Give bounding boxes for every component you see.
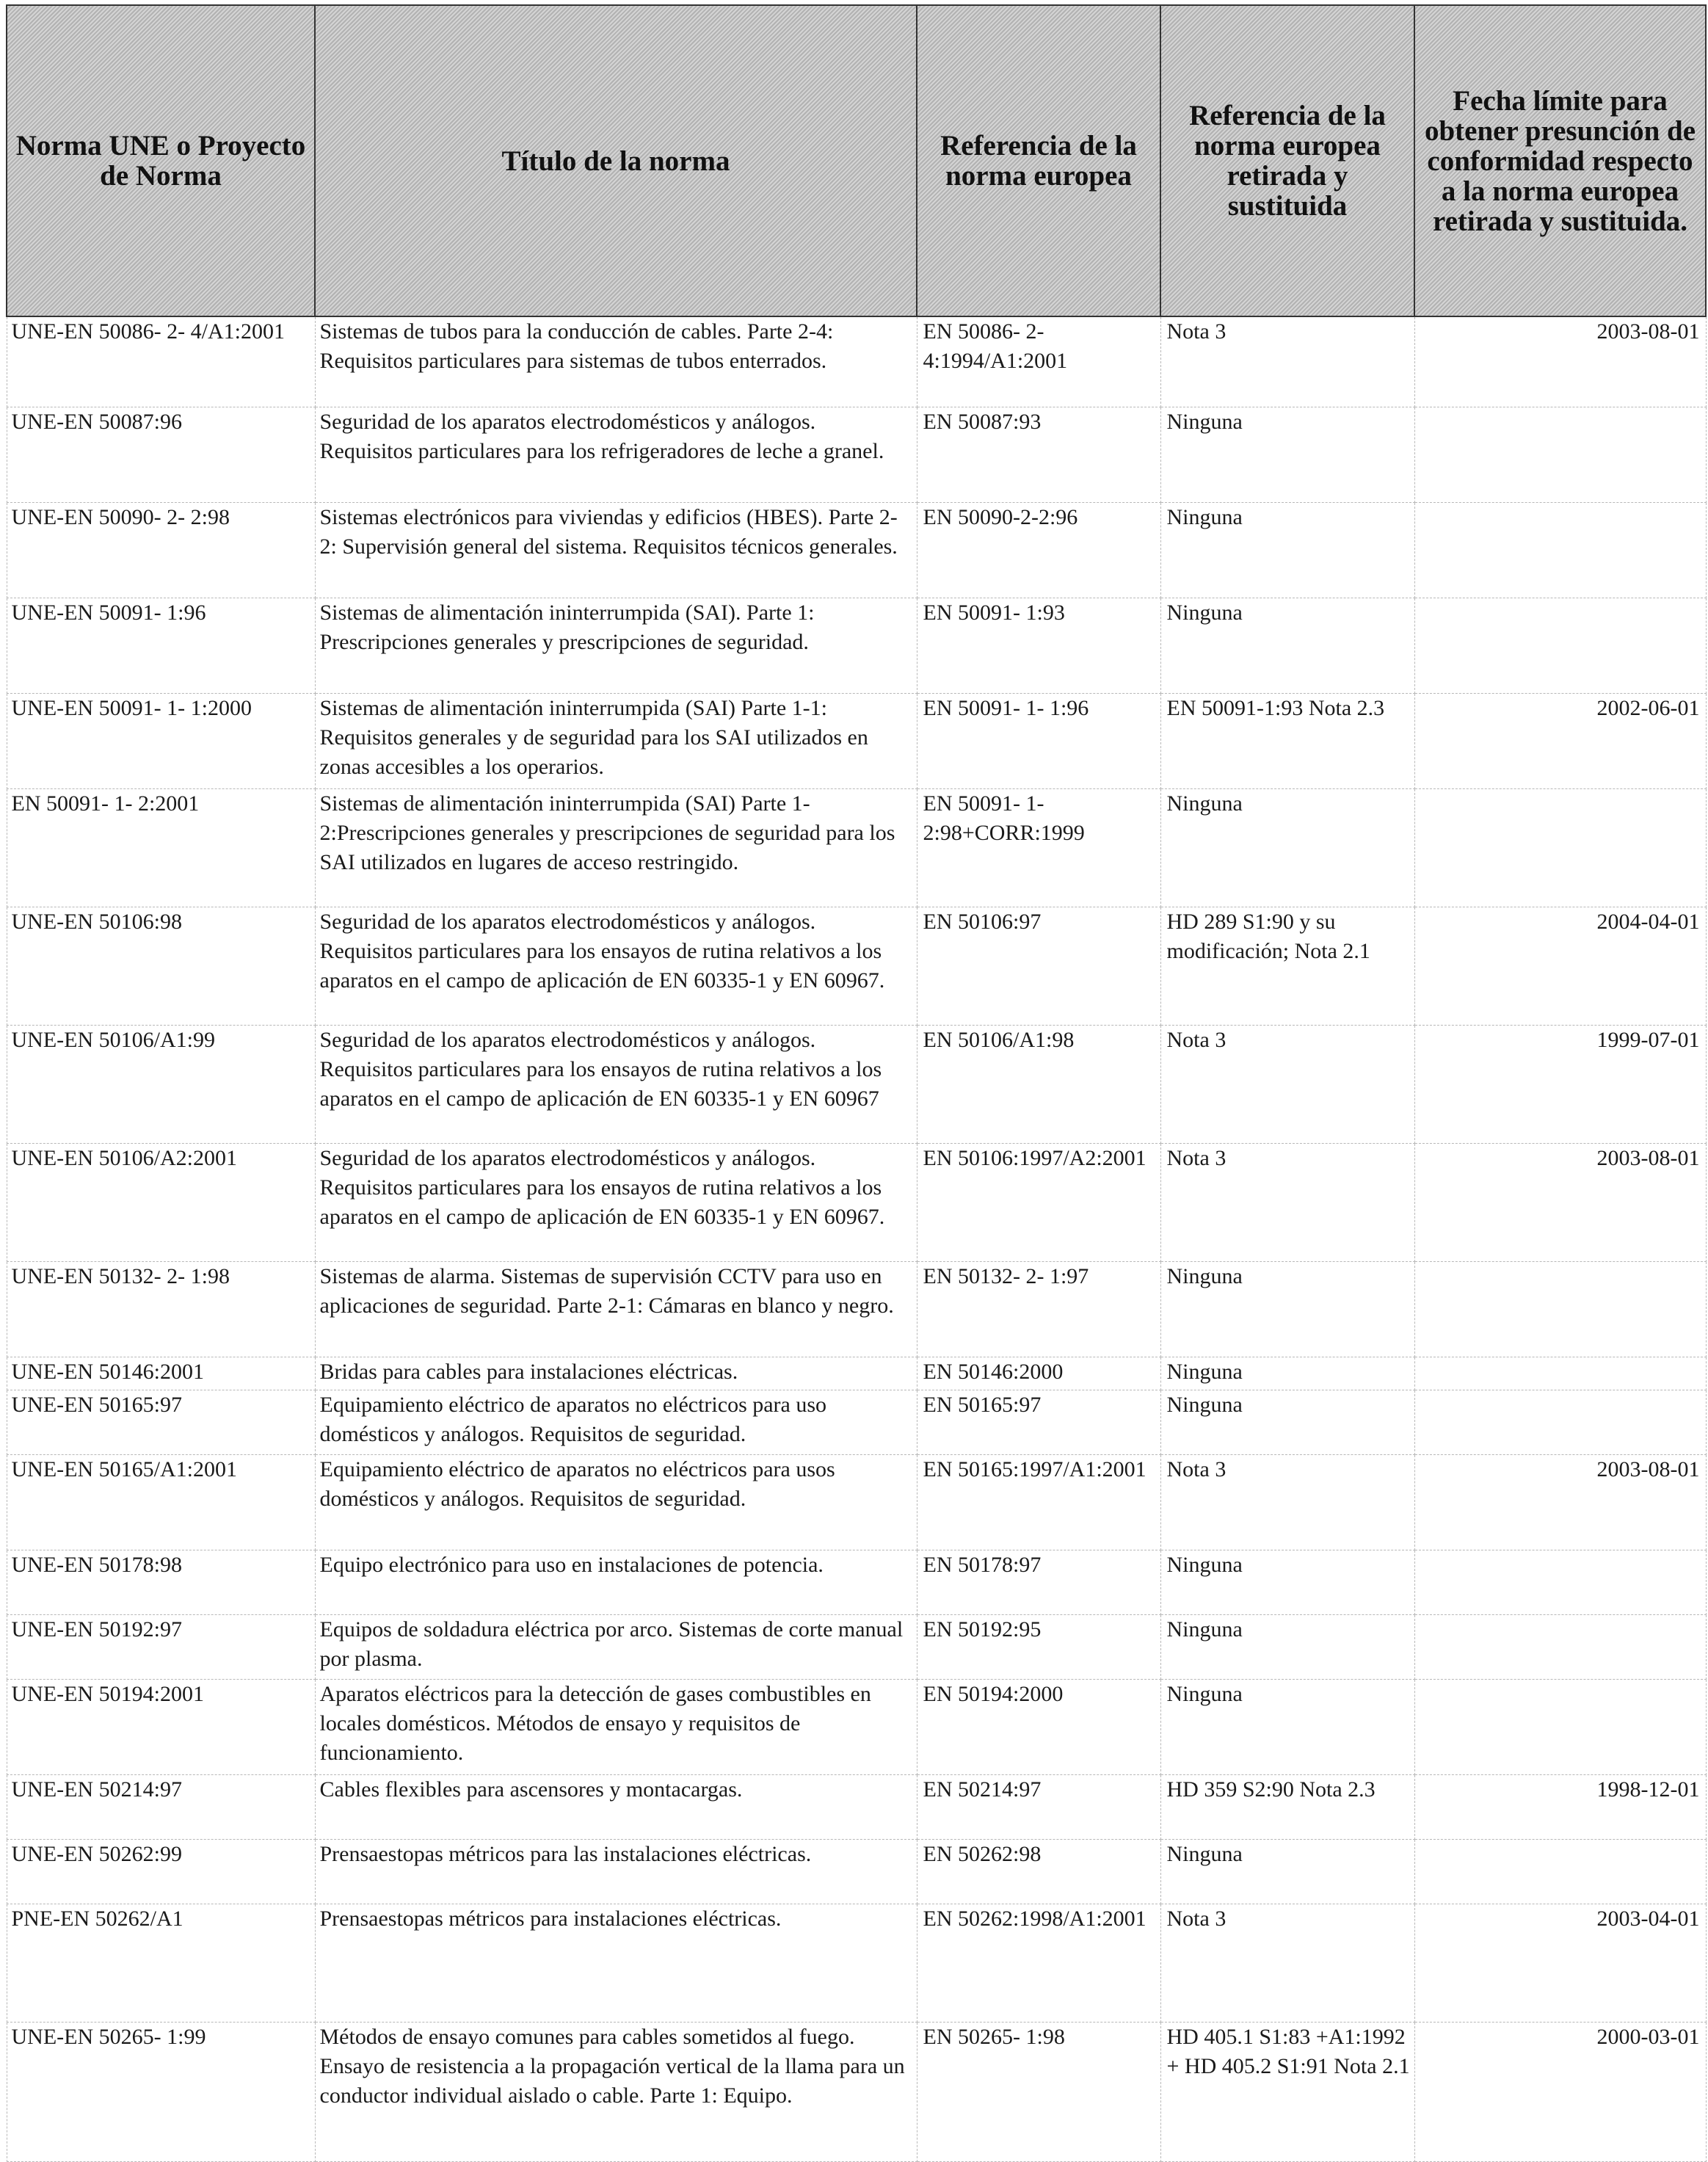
- cell-titulo: Equipamiento eléctrico de aparatos no eléctricos para usos domésticos y análogos. Requisitos de seguridad.: [315, 1454, 917, 1550]
- cell-referencia: EN 50091- 1- 2:98+CORR:1999: [917, 788, 1160, 907]
- cell-titulo: Seguridad de los aparatos electrodomésticos y análogos. Requisitos particulares para los ensayos de rutina relativos a los aparatos en el campo de aplicación de EN 60335-1 y EN 60967.: [315, 907, 917, 1025]
- cell-norma: UNE-EN 50165/A1:2001: [7, 1454, 315, 1550]
- cell-titulo: Sistemas de alimentación ininterrumpida (SAI). Parte 1: Prescripciones generales y prescripciones de seguridad.: [315, 598, 917, 693]
- cell-fecha: [1414, 1357, 1706, 1390]
- cell-retirada: Nota 3: [1160, 1904, 1414, 2022]
- cell-referencia: EN 50214:97: [917, 1774, 1160, 1839]
- cell-norma: UNE-EN 50262:99: [7, 1839, 315, 1904]
- cell-fecha: [1414, 1261, 1706, 1357]
- cell-retirada: Ninguna: [1160, 1390, 1414, 1454]
- cell-retirada: Ninguna: [1160, 1679, 1414, 1774]
- cell-retirada: Nota 3: [1160, 1454, 1414, 1550]
- cell-titulo: Seguridad de los aparatos electrodomésticos y análogos. Requisitos particulares para los ensayos de rutina relativos a los aparatos en el campo de aplicación de EN 60335-1 y EN 60967.: [315, 1143, 917, 1261]
- cell-titulo: Equipo electrónico para uso en instalaciones de potencia.: [315, 1550, 917, 1614]
- cell-referencia: EN 50262:1998/A1:2001: [917, 1904, 1160, 2022]
- cell-titulo: Equipamiento eléctrico de aparatos no eléctricos para uso domésticos y análogos. Requisitos de seguridad.: [315, 1390, 917, 1454]
- table-row: [7, 1614, 1706, 1679]
- cell-norma: UNE-EN 50132- 2- 1:98: [7, 1261, 315, 1357]
- cell-titulo: Prensaestopas métricos para instalaciones eléctricas.: [315, 1904, 917, 2022]
- cell-titulo: Sistemas de alimentación ininterrumpida (SAI) Parte 1-2:Prescripciones generales y prescripciones de seguridad para los SAI utilizados en lugares de acceso restringido.: [315, 788, 917, 907]
- cell-referencia: EN 50106:97: [917, 907, 1160, 1025]
- cell-fecha: [1414, 598, 1706, 693]
- cell-retirada: Ninguna: [1160, 1839, 1414, 1904]
- table-row: [7, 1550, 1706, 1614]
- cell-fecha: 2003-08-01: [1414, 1143, 1706, 1261]
- table-row: [7, 1454, 1706, 1550]
- cell-referencia: EN 50086- 2- 4:1994/A1:2001: [917, 316, 1160, 407]
- header-fecha: Fecha límite para obtener presunción de conformidad respecto a la norma europea retirada y sustituida.: [1414, 5, 1706, 316]
- table-row: [7, 1679, 1706, 1774]
- cell-retirada: Ninguna: [1160, 502, 1414, 598]
- cell-norma: EN 50091- 1- 2:2001: [7, 788, 315, 907]
- table-row: [7, 316, 1706, 407]
- cell-referencia: EN 50106/A1:98: [917, 1025, 1160, 1143]
- table-row: [7, 1261, 1706, 1357]
- cell-norma: UNE-EN 50086- 2- 4/A1:2001: [7, 316, 315, 407]
- cell-norma: UNE-EN 50165:97: [7, 1390, 315, 1454]
- standards-table: [6, 4, 1707, 2162]
- cell-norma: UNE-EN 50090- 2- 2:98: [7, 502, 315, 598]
- cell-retirada: Ninguna: [1160, 598, 1414, 693]
- cell-retirada: Ninguna: [1160, 788, 1414, 907]
- cell-norma: PNE-EN 50262/A1: [7, 1904, 315, 2022]
- cell-titulo: Aparatos eléctricos para la detección de gases combustibles en locales domésticos. Métodos de ensayo y requisitos de funcionamiento.: [315, 1679, 917, 1774]
- cell-titulo: Equipos de soldadura eléctrica por arco. Sistemas de corte manual por plasma.: [315, 1614, 917, 1679]
- table-row: [7, 2022, 1706, 2161]
- cell-retirada: Ninguna: [1160, 1550, 1414, 1614]
- cell-titulo: Prensaestopas métricos para las instalaciones eléctricas.: [315, 1839, 917, 1904]
- cell-referencia: EN 50192:95: [917, 1614, 1160, 1679]
- cell-referencia: EN 50091- 1- 1:96: [917, 693, 1160, 788]
- table-row: [7, 1390, 1706, 1454]
- cell-titulo: Sistemas de alimentación ininterrumpida (SAI) Parte 1-1: Requisitos generales y de seguridad para los SAI utilizados en zonas accesibles a los operarios.: [315, 693, 917, 788]
- cell-titulo: Bridas para cables para instalaciones eléctricas.: [315, 1357, 917, 1390]
- cell-norma: UNE-EN 50087:96: [7, 407, 315, 502]
- cell-fecha: 1998-12-01: [1414, 1774, 1706, 1839]
- cell-retirada: Nota 3: [1160, 1143, 1414, 1261]
- cell-titulo: Seguridad de los aparatos electrodomésticos y análogos. Requisitos particulares para los ensayos de rutina relativos a los aparatos en el campo de aplicación de EN 60335-1 y EN 60967: [315, 1025, 917, 1143]
- cell-referencia: EN 50091- 1:93: [917, 598, 1160, 693]
- header-retirada: Referencia de la norma europea retirada y sustituida: [1160, 5, 1414, 316]
- table-row: [7, 1357, 1706, 1390]
- cell-titulo: Seguridad de los aparatos electrodomésticos y análogos. Requisitos particulares para los refrigeradores de leche a granel.: [315, 407, 917, 502]
- table-header-row: [7, 5, 1706, 316]
- table-body: [7, 316, 1706, 2161]
- cell-referencia: EN 50178:97: [917, 1550, 1160, 1614]
- cell-fecha: [1414, 502, 1706, 598]
- cell-referencia: EN 50165:1997/A1:2001: [917, 1454, 1160, 1550]
- table-row: [7, 502, 1706, 598]
- cell-fecha: 2003-04-01: [1414, 1904, 1706, 2022]
- cell-norma: UNE-EN 50192:97: [7, 1614, 315, 1679]
- cell-retirada: HD 289 S1:90 y su modificación; Nota 2.1: [1160, 907, 1414, 1025]
- cell-norma: UNE-EN 50214:97: [7, 1774, 315, 1839]
- table-row: [7, 1025, 1706, 1143]
- cell-referencia: EN 50087:93: [917, 407, 1160, 502]
- cell-retirada: Ninguna: [1160, 1261, 1414, 1357]
- cell-norma: UNE-EN 50091- 1:96: [7, 598, 315, 693]
- table-row: [7, 407, 1706, 502]
- cell-referencia: EN 50106:1997/A2:2001: [917, 1143, 1160, 1261]
- cell-fecha: 2000-03-01: [1414, 2022, 1706, 2161]
- cell-norma: UNE-EN 50106:98: [7, 907, 315, 1025]
- cell-norma: UNE-EN 50091- 1- 1:2000: [7, 693, 315, 788]
- cell-fecha: [1414, 1614, 1706, 1679]
- cell-norma: UNE-EN 50178:98: [7, 1550, 315, 1614]
- cell-retirada: Nota 3: [1160, 316, 1414, 407]
- cell-norma: UNE-EN 50194:2001: [7, 1679, 315, 1774]
- cell-titulo: Cables flexibles para ascensores y montacargas.: [315, 1774, 917, 1839]
- table-row: [7, 1774, 1706, 1839]
- cell-retirada: EN 50091-1:93 Nota 2.3: [1160, 693, 1414, 788]
- cell-referencia: EN 50262:98: [917, 1839, 1160, 1904]
- cell-retirada: Ninguna: [1160, 1614, 1414, 1679]
- table-row: [7, 788, 1706, 907]
- cell-fecha: [1414, 1390, 1706, 1454]
- cell-referencia: EN 50265- 1:98: [917, 2022, 1160, 2161]
- table-row: [7, 907, 1706, 1025]
- cell-referencia: EN 50146:2000: [917, 1357, 1160, 1390]
- standards-table-sheet: [6, 4, 1705, 2162]
- cell-titulo: Sistemas de alarma. Sistemas de supervisión CCTV para uso en aplicaciones de seguridad. Parte 2-1: Cámaras en blanco y negro.: [315, 1261, 917, 1357]
- cell-norma: UNE-EN 50265- 1:99: [7, 2022, 315, 2161]
- table-row: [7, 1904, 1706, 2022]
- cell-retirada: Ninguna: [1160, 1357, 1414, 1390]
- cell-titulo: Métodos de ensayo comunes para cables sometidos al fuego. Ensayo de resistencia a la propagación vertical de la llama para un conductor individual aislado o cable. Parte 1: Equipo.: [315, 2022, 917, 2161]
- cell-fecha: [1414, 788, 1706, 907]
- cell-retirada: Nota 3: [1160, 1025, 1414, 1143]
- cell-fecha: 2002-06-01: [1414, 693, 1706, 788]
- cell-fecha: [1414, 1839, 1706, 1904]
- cell-norma: UNE-EN 50106/A1:99: [7, 1025, 315, 1143]
- cell-retirada: HD 405.1 S1:83 +A1:1992 + HD 405.2 S1:91 Nota 2.1: [1160, 2022, 1414, 2161]
- cell-referencia: EN 50132- 2- 1:97: [917, 1261, 1160, 1357]
- cell-fecha: 2004-04-01: [1414, 907, 1706, 1025]
- cell-fecha: 2003-08-01: [1414, 1454, 1706, 1550]
- cell-norma: UNE-EN 50106/A2:2001: [7, 1143, 315, 1261]
- cell-fecha: 1999-07-01: [1414, 1025, 1706, 1143]
- cell-fecha: [1414, 1679, 1706, 1774]
- cell-norma: UNE-EN 50146:2001: [7, 1357, 315, 1390]
- cell-fecha: [1414, 407, 1706, 502]
- cell-fecha: 2003-08-01: [1414, 316, 1706, 407]
- table-row: [7, 1839, 1706, 1904]
- cell-referencia: EN 50165:97: [917, 1390, 1160, 1454]
- table-row: [7, 1143, 1706, 1261]
- cell-referencia: EN 50090-2-2:96: [917, 502, 1160, 598]
- cell-retirada: Ninguna: [1160, 407, 1414, 502]
- cell-fecha: [1414, 1550, 1706, 1614]
- cell-retirada: HD 359 S2:90 Nota 2.3: [1160, 1774, 1414, 1839]
- table-row: [7, 598, 1706, 693]
- header-norma: Norma UNE o Proyecto de Norma: [7, 5, 315, 316]
- cell-referencia: EN 50194:2000: [917, 1679, 1160, 1774]
- header-titulo: Título de la norma: [315, 5, 917, 316]
- cell-titulo: Sistemas de tubos para la conducción de cables. Parte 2-4: Requisitos particulares para sistemas de tubos enterrados.: [315, 316, 917, 407]
- cell-titulo: Sistemas electrónicos para viviendas y edificios (HBES). Parte 2-2: Supervisión general del sistema. Requisitos técnicos generales.: [315, 502, 917, 598]
- header-referencia: Referencia de la norma europea: [917, 5, 1160, 316]
- table-row: [7, 693, 1706, 788]
